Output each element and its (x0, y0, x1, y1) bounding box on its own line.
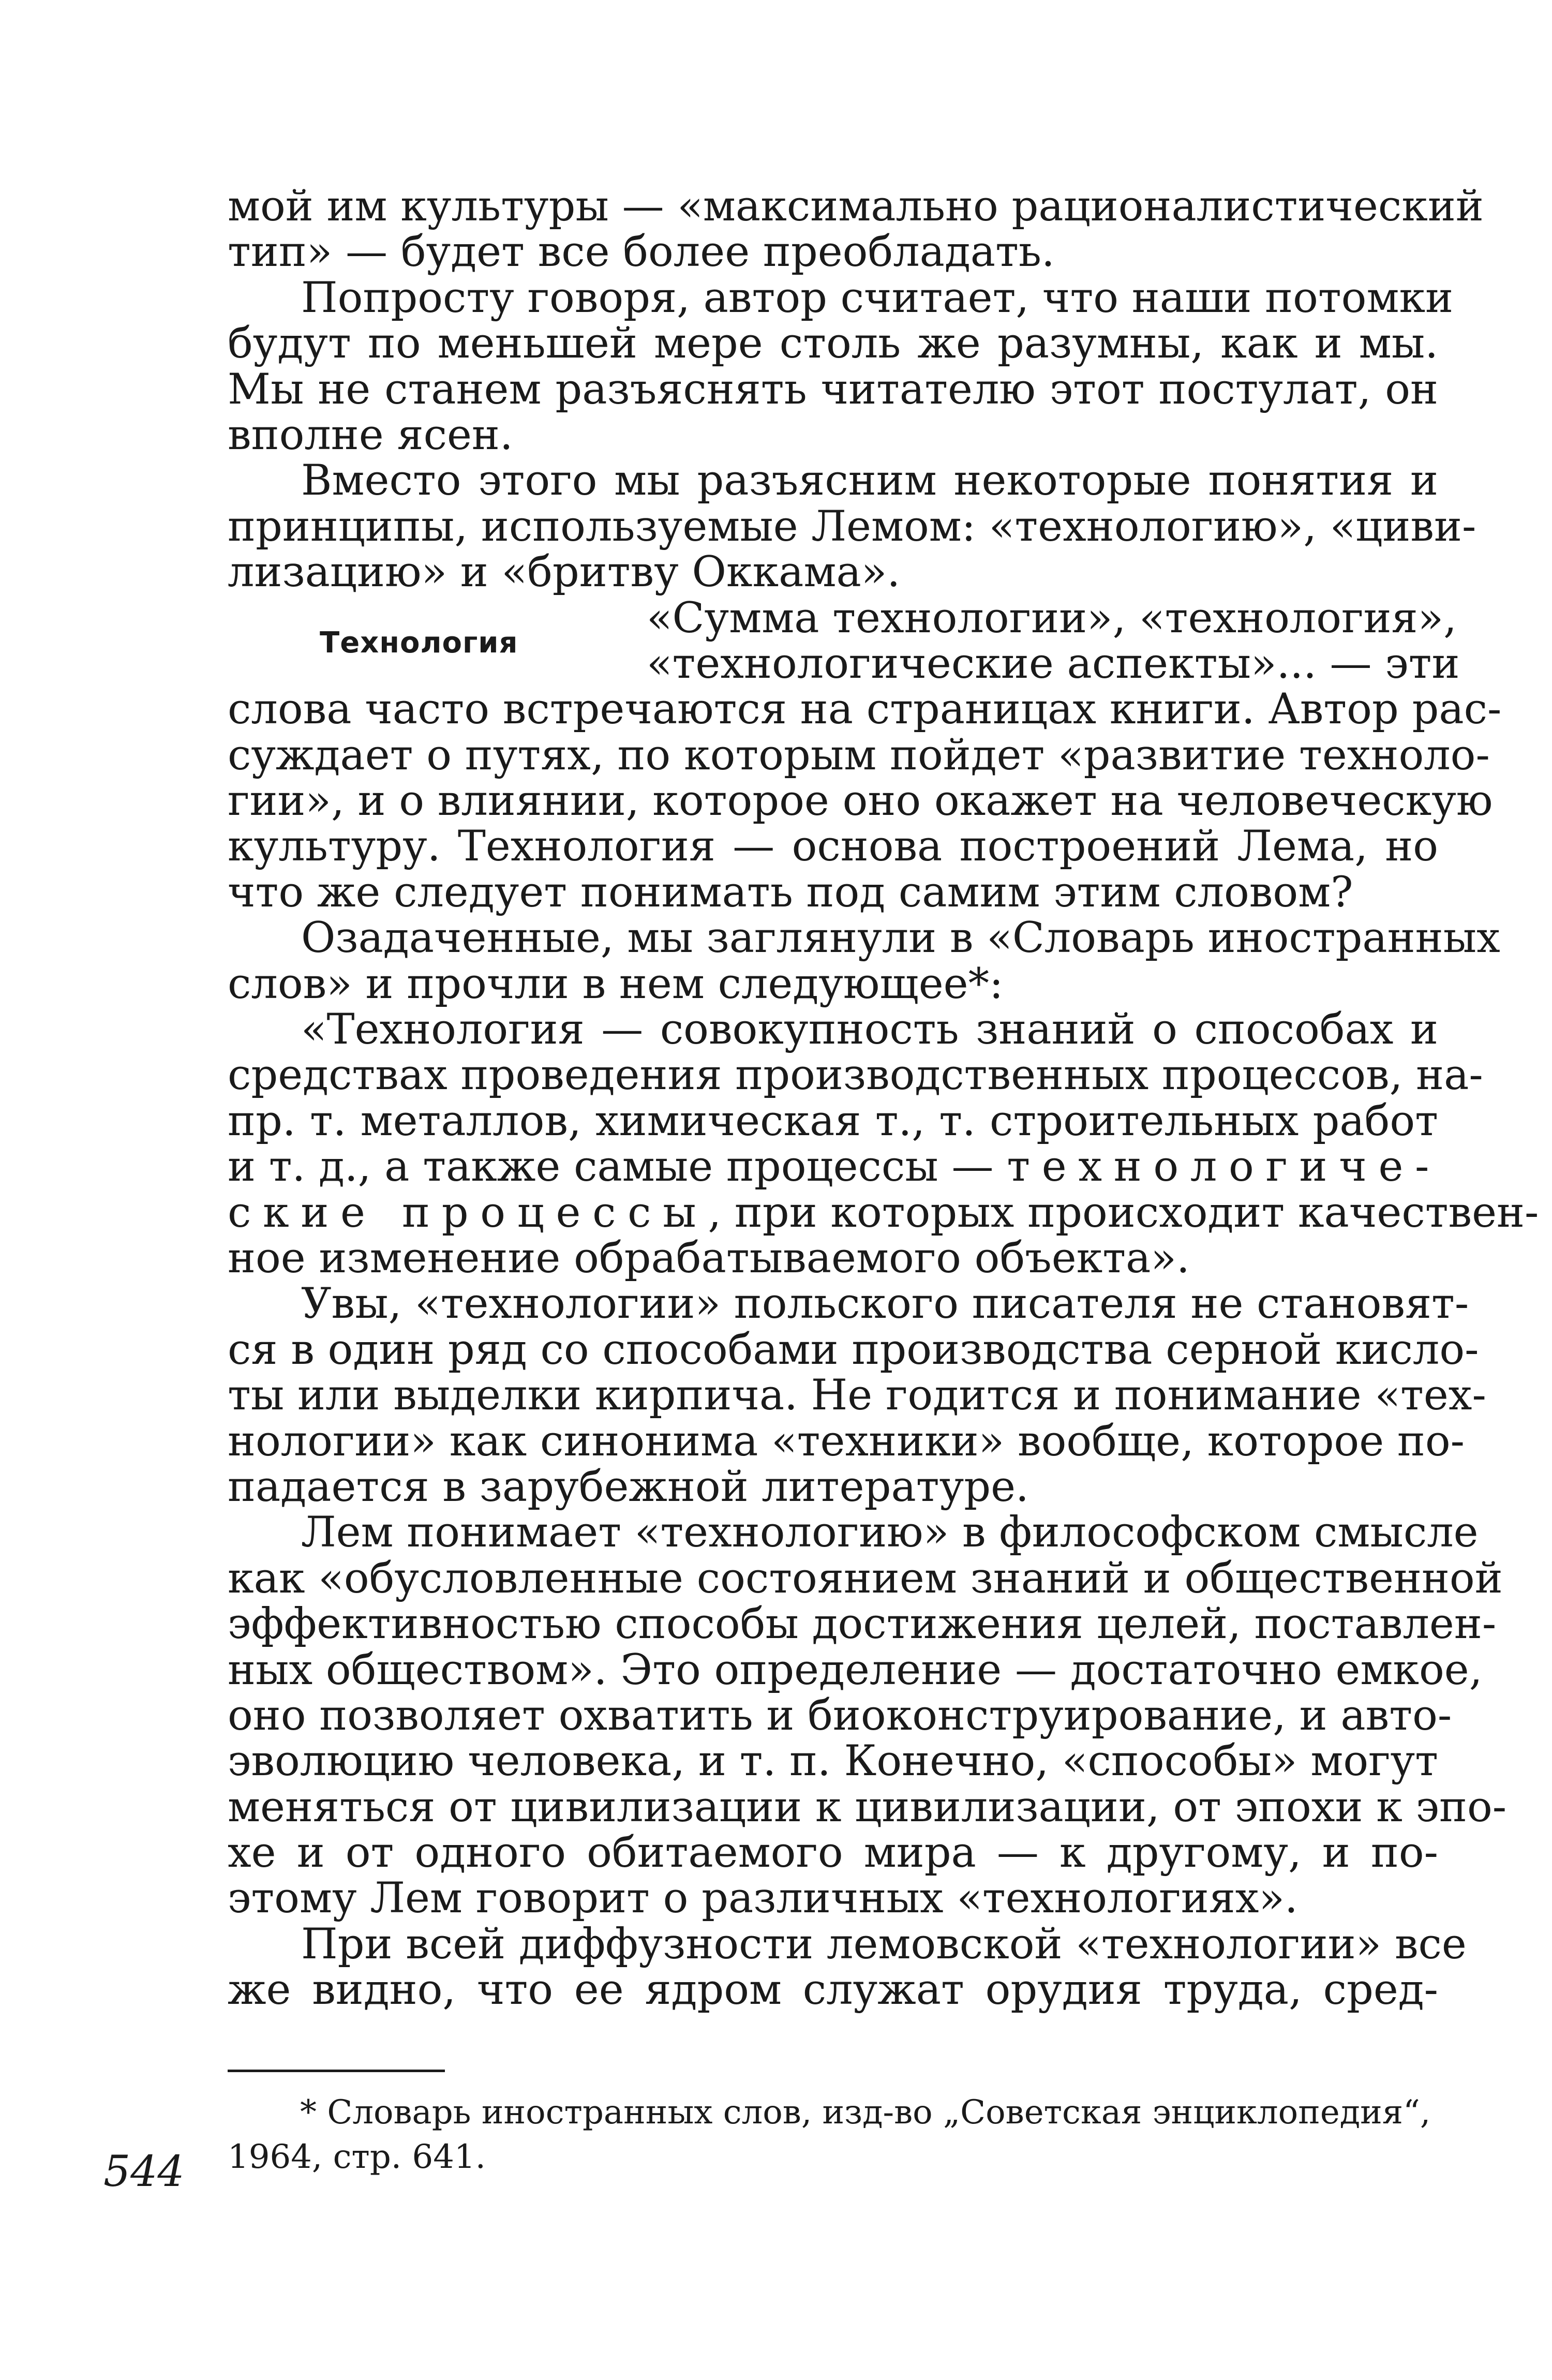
text-line: ное изменение обрабатываемого объекта». (228, 1233, 1190, 1283)
text-line: Вместо этого мы разъясним некоторые понятия и (301, 456, 1438, 505)
text-line: этому Лем говорит о различных «технологиях». (228, 1874, 1298, 1923)
text-line: лизацию» и «бритву Оккама». (228, 548, 901, 597)
text-line: слова часто встречаются на страницах книги. Автор рас- (228, 685, 1502, 734)
text-line: ты или выделки кирпича. Не годится и понимание «тех- (228, 1371, 1486, 1420)
text-line: эволюцию человека, и т. п. Конечно, «способы» могут (228, 1737, 1438, 1786)
text-line: средствах проведения производственных процессов, на- (228, 1051, 1483, 1100)
text-line: нологии» как синонима «техники» вообще, которое по- (228, 1417, 1465, 1466)
emphasized-term: ские процессы (228, 1188, 708, 1237)
text-line: ных обществом». Это определение — достаточно емкое, (228, 1645, 1483, 1694)
footnote-line: * Словарь иностранных слов, изд-во „Советская энциклопедия“, (300, 2093, 1431, 2132)
text-line: гии», и о влиянии, которое оно окажет на человеческую (228, 777, 1493, 826)
page-number: 544 (103, 2147, 185, 2196)
text-line: Озадаченные, мы заглянули в «Словарь иностранных (301, 914, 1500, 963)
text-line: как «обусловленные состоянием знаний и общественной (228, 1554, 1503, 1603)
text-line: ся в один ряд со способами производства серной кисло- (228, 1325, 1479, 1374)
text-line: слов» и прочли в нем следующее*: (228, 959, 1004, 1008)
text-line: же видно, что ее ядром служат орудия труда, сред- (228, 1966, 1438, 2015)
text-line: что же следует понимать под самим этим словом? (228, 868, 1353, 917)
text-line: пр. т. металлов, химическая т., т. строительных работ (228, 1096, 1438, 1146)
footnote (228, 2090, 1438, 2179)
emphasized-term: технологиче- (1007, 1142, 1441, 1192)
text-line: Лем понимает «технологию» в философском смысле (301, 1508, 1479, 1557)
text-line: принципы, используемые Лемом: «технологию», «циви- (228, 502, 1476, 551)
text-line: и т. д., а также самые процессы — технологиче- (228, 1142, 1441, 1192)
body-text (228, 182, 1539, 2015)
text-line: вполне ясен. (228, 410, 513, 459)
footnote-rule (228, 2070, 445, 2072)
text-line: тип» — будет все более преобладать. (228, 228, 1055, 277)
text-line: При всей диффузности лемовской «технологии» все (301, 1920, 1467, 1969)
text-line: «Технология — совокупность знаний о способах и (301, 1005, 1438, 1054)
footnote-line: 1964, стр. 641. (228, 2138, 486, 2176)
text-line: ские процессы, при которых происходит качествен- (228, 1188, 1539, 1237)
text-line: будут по меньшей мере столь же разумны, как и мы. (228, 319, 1438, 368)
section-side-heading: Технология (320, 626, 518, 660)
text-line: оно позволяет охватить и биоконструирование, и авто- (228, 1691, 1452, 1740)
text-line: хе и от одного обитаемого мира — к другому, и по- (228, 1828, 1438, 1878)
text-line: мой им культуры — «максимально рационалистический (228, 182, 1484, 231)
text-line: падается в зарубежной литературе. (228, 1462, 1029, 1511)
text-line: Мы не станем разъяснять читателю этот постулат, он (228, 365, 1438, 414)
text-line: «Сумма технологии», «технология», (647, 593, 1457, 643)
text-line: культуру. Технология — основа построений Лема, но (228, 822, 1438, 871)
text-line: «технологические аспекты»... — эти (647, 639, 1460, 688)
text-line: эффективностью способы достижения целей, поставлен- (228, 1600, 1497, 1649)
text-line: суждает о путях, по которым пойдет «развитие техноло- (228, 731, 1490, 780)
text-line: Попросту говоря, автор считает, что наши потомки (301, 273, 1454, 322)
text-line: Увы, «технологии» польского писателя не становят- (301, 1280, 1469, 1329)
text-line: меняться от цивилизации к цивилизации, от эпохи к эпо- (228, 1782, 1507, 1832)
